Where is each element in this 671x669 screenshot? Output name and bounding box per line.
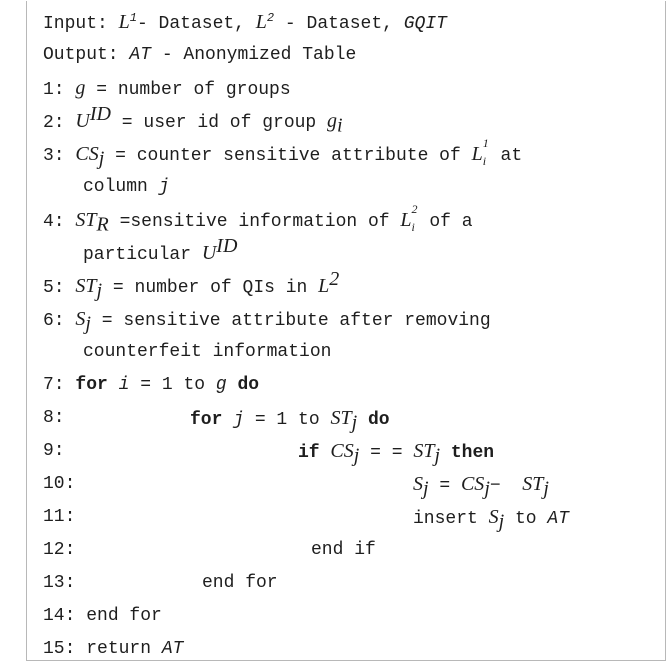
output-text: - Anonymized Table — [151, 45, 357, 65]
line-number: 14: — [43, 606, 76, 626]
algorithm-line-9-body — [298, 437, 494, 465]
input-label: Input: — [43, 14, 119, 34]
sj-subscript: j — [498, 510, 505, 533]
li-symbol: L — [471, 143, 483, 165]
stj-subscript: j — [96, 279, 103, 302]
line-text: = number of QIs in — [102, 278, 319, 298]
csj-symbol: CS — [75, 143, 99, 165]
algorithm-line-4-continuation — [83, 235, 238, 267]
g-symbol: g — [75, 77, 86, 99]
li-scripts — [482, 136, 490, 169]
line-text-tail: of a — [418, 212, 473, 232]
line-text: return — [86, 639, 162, 659]
algorithm-line-12-body — [311, 536, 376, 564]
line-text: = = — [359, 443, 414, 463]
csj-subscript: j — [484, 477, 490, 500]
sj-subscript: j — [423, 477, 429, 500]
algorithm-line-8 — [43, 404, 65, 432]
algorithm-line-9 — [43, 437, 65, 465]
l2-symbol: L — [255, 11, 267, 33]
li-subscript: i — [411, 220, 415, 235]
gqit-symbol: GQIT — [403, 14, 447, 34]
line-number: 2: — [43, 113, 65, 133]
line-number: 8: — [43, 408, 65, 428]
sj-symbol: S — [413, 473, 423, 495]
line-text: = counter sensitive attribute of — [104, 146, 472, 166]
algorithm-line-13 — [43, 569, 75, 597]
l1-superscript: 1 — [129, 11, 137, 25]
gi-symbol: g — [327, 110, 338, 132]
sj-symbol: S — [488, 506, 499, 528]
algorithm-line-11 — [43, 503, 75, 531]
sj-subscript: j — [85, 312, 91, 335]
algorithm-line-7 — [43, 371, 259, 399]
li-subscript: i — [482, 154, 487, 169]
csj-subscript: j — [98, 147, 105, 170]
algorithm-line-6 — [43, 305, 491, 333]
then-keyword: then — [450, 443, 495, 463]
algorithm-line-15 — [43, 635, 183, 663]
stj-symbol: ST — [522, 473, 544, 495]
l2-symbol: L — [318, 275, 330, 297]
i-symbol: i — [118, 375, 130, 395]
for-keyword: for — [190, 410, 223, 430]
continuation-text: particular — [83, 245, 202, 265]
stj-subscript: j — [434, 444, 441, 467]
line-number: 10: — [43, 474, 76, 494]
line-number: 4: — [43, 212, 65, 232]
g-symbol: g — [215, 375, 227, 395]
algorithm-line-6-continuation — [83, 338, 331, 366]
line-number: 13: — [43, 573, 76, 593]
csj-subscript: j — [353, 444, 360, 467]
line-text: = number of groups — [85, 80, 291, 100]
li-superscript: 2 — [411, 202, 418, 217]
algorithm-line-4 — [43, 202, 473, 236]
str-symbol: ST — [75, 209, 97, 231]
line-text: end if — [311, 540, 376, 560]
algorithm-line-11-body — [413, 503, 569, 531]
uid-symbol: U — [75, 110, 90, 132]
algorithm-line-14 — [43, 602, 162, 630]
if-keyword: if — [298, 443, 320, 463]
line-number: 5: — [43, 278, 65, 298]
li-scripts — [411, 202, 419, 235]
algorithm-input-line — [43, 8, 447, 36]
do-keyword: do — [367, 410, 390, 430]
algorithm-line-13-body — [202, 569, 278, 597]
line-number: 9: — [43, 441, 65, 461]
line-number: 7: — [43, 375, 65, 395]
minus-text: − — [489, 476, 523, 496]
line-text: = 1 to — [129, 375, 216, 395]
for-keyword: for — [75, 375, 108, 395]
l2-superscript: 2 — [329, 268, 340, 290]
li-superscript: 1 — [482, 136, 489, 151]
stj-subscript: j — [543, 477, 549, 500]
algorithm-output-line — [43, 41, 356, 69]
line-number: 6: — [43, 311, 65, 331]
uid-symbol: U — [201, 242, 217, 264]
line-text-tail: at — [489, 146, 523, 166]
uid-superscript: ID — [216, 235, 238, 257]
str-subscript: R — [96, 213, 109, 236]
algorithm-line-5 — [43, 268, 340, 302]
algorithm-line-3-continuation — [83, 173, 169, 201]
l2-superscript: 2 — [266, 11, 275, 25]
l1-symbol: L — [118, 11, 130, 33]
line-number: 3: — [43, 146, 65, 166]
stj-symbol: ST — [75, 275, 97, 297]
line-text: = sensitive attribute after removing — [90, 311, 491, 331]
at-symbol: AT — [547, 509, 570, 529]
algorithm-line-3 — [43, 136, 523, 170]
line-text: end for — [86, 606, 162, 626]
line-text: = 1 to — [244, 410, 331, 430]
stj-symbol: ST — [413, 440, 435, 462]
j-symbol: j — [158, 177, 170, 197]
sj-symbol: S — [75, 308, 86, 330]
line-text: insert — [413, 509, 489, 529]
line-number: 1: — [43, 80, 65, 100]
gi-subscript: i — [337, 114, 343, 137]
line-text: = user id of group — [110, 113, 328, 133]
line-number: 15: — [43, 639, 76, 659]
stj-subscript: j — [351, 411, 358, 434]
li-symbol: L — [400, 209, 412, 231]
algorithm-line-10-body — [413, 470, 549, 498]
line-number: 11: — [43, 507, 76, 527]
continuation-text: column — [83, 177, 159, 197]
line-text: end for — [202, 573, 278, 593]
at-symbol: AT — [129, 45, 152, 65]
algorithm-line-8-body — [190, 404, 390, 432]
csj-symbol: CS — [460, 473, 485, 495]
algorithm-line-2 — [43, 103, 343, 137]
do-keyword: do — [237, 375, 260, 395]
continuation-text: counterfeit information — [83, 342, 332, 362]
l2-text: - Dataset, — [274, 14, 404, 34]
algorithm-line-1 — [43, 74, 291, 102]
algorithm-line-12 — [43, 536, 75, 564]
l1-text: - Dataset, — [136, 14, 256, 34]
stj-symbol: ST — [330, 407, 352, 429]
uid-superscript: ID — [89, 103, 111, 125]
line-text-tail: to — [504, 509, 548, 529]
csj-symbol: CS — [330, 440, 354, 462]
j-symbol: j — [233, 410, 245, 430]
output-label: Output: — [43, 45, 130, 65]
at-symbol: AT — [161, 639, 184, 659]
algorithm-line-10 — [43, 470, 75, 498]
line-text: =sensitive information of — [108, 212, 401, 232]
line-text: = — [428, 476, 461, 496]
line-number: 12: — [43, 540, 76, 560]
